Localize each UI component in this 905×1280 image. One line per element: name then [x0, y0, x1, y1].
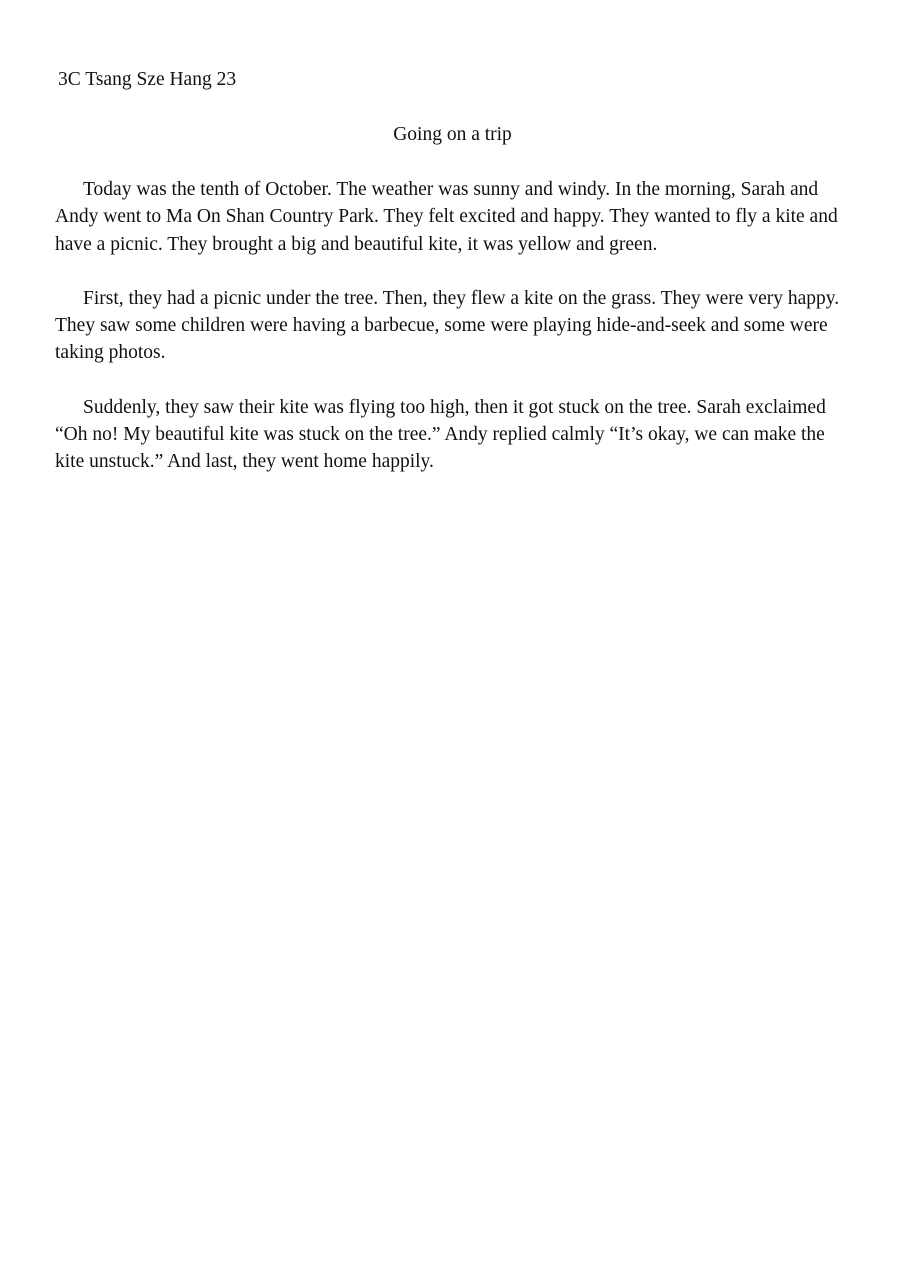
student-name: 3C Tsang Sze Hang 23	[58, 69, 237, 90]
essay-title: Going on a trip	[393, 124, 512, 145]
essay-paragraph-2: First, they had a picnic under the tree. Then, they flew a kite on the grass. They were very happy. They saw some children were having a barbecue, some were playing hide-and-seek and some were taking photos.	[55, 287, 840, 364]
essay-body	[55, 176, 851, 503]
essay-paragraph-3: Suddenly, they saw their kite was flying too high, then it got stuck on the tree. Sarah exclaimed “Oh no! My beautiful kite was stuck on the tree.” Andy replied calmly “It’s okay, we can make the kite unstuck.” And last, they went home happily.	[55, 396, 826, 473]
essay-paragraph-1: Today was the tenth of October. The weather was sunny and windy. In the morning, Sarah and Andy went to Ma On Shan Country Park. They felt excited and happy. They wanted to fly a kite and have a picnic. They brought a big and beautiful kite, it was yellow and green.	[55, 179, 838, 255]
